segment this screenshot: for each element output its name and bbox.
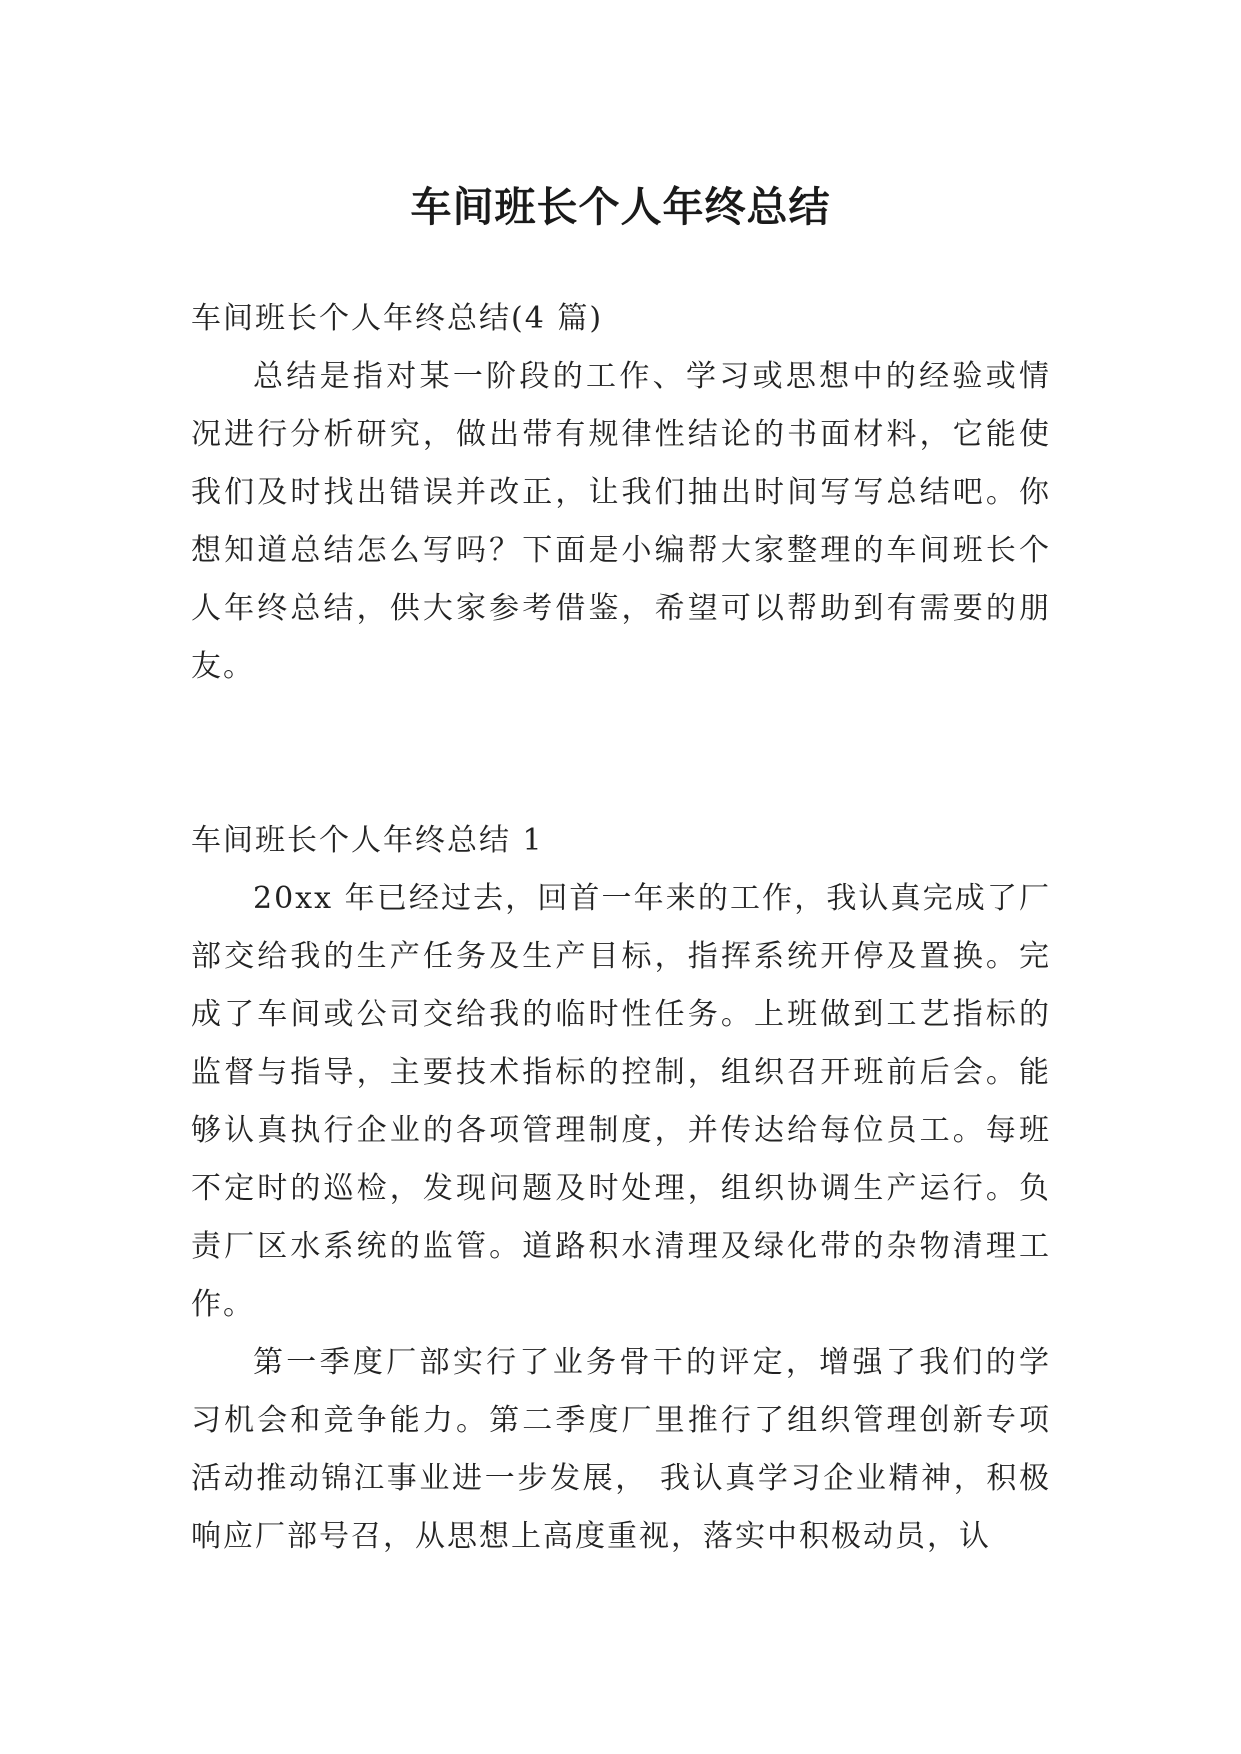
intro-paragraph: 总结是指对某一阶段的工作、学习或思想中的经验或情况进行分析研究，做出带有规律性结论的书面材料，它能使我们及时找出错误并改正，让我们抽出时间写写总结吧。你想知道总结怎么写吗？下面是小编帮大家整理的车间班长个人年终总结，供大家参考借鉴，希望可以帮助到有需要的朋友。 bbox=[191, 359, 1051, 684]
section-1-paragraph-1: 20xx 年已经过去，回首一年来的工作，我认真完成了厂部交给我的生产任务及生产目标，指挥系统开停及置换。完成了车间或公司交给我的临时性任务。上班做到工艺指标的监督与指导，主要技术指标的控制，组织召开班前后会。能够认真执行企业的各项管理制度，并传达给每位员工。每班不定时的巡检，发现问题及时处理，组织协调生产运行。负责厂区水系统的监管。道路积水清理及绿化带的杂物清理工作。 bbox=[191, 881, 1051, 1322]
section-1-paragraph-2: 第一季度厂部实行了业务骨干的评定，增强了我们的学习机会和竞争能力。第二季度厂里推行了组织管理创新专项活动推动锦江事业进一步发展， 我认真学习企业精神，积极响应厂部号召，从思想上高度重视，落实中积极动员，认 bbox=[191, 1345, 1051, 1554]
document-body bbox=[191, 290, 1051, 1566]
section-1-heading: 车间班长个人年终总结 1 bbox=[191, 823, 544, 858]
document-subtitle: 车间班长个人年终总结(4 篇) bbox=[191, 301, 604, 336]
section-spacer bbox=[191, 696, 1051, 812]
document-title: 车间班长个人年终总结 bbox=[410, 183, 831, 232]
